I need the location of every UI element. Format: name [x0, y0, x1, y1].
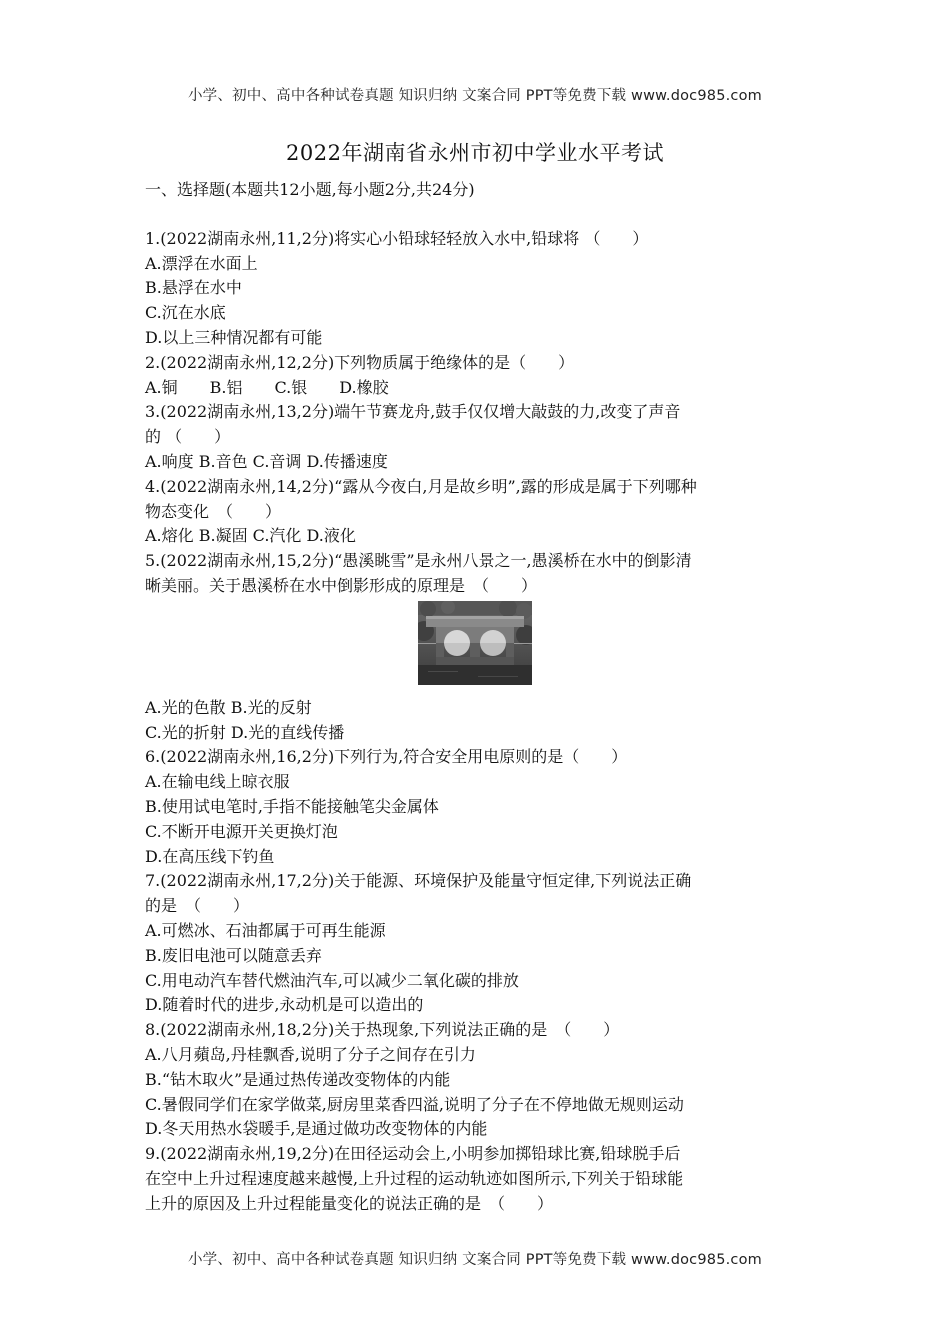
- section-heading: 一、选择题(本题共12小题,每小题2分,共24分): [145, 180, 475, 199]
- option: C.不断开电源开关更换灯泡: [145, 821, 338, 841]
- question-stem: 4.(2022湖南永州,14,2分)“露从今夜白,月是故乡明”,露的形成是属于下列哪种: [145, 476, 697, 496]
- question-stem-continued: 的是 （ ）: [145, 896, 250, 916]
- option: D.在高压线下钓鱼: [145, 846, 275, 866]
- figure-container: [145, 601, 810, 686]
- option: B.废旧电池可以随意丢弃: [145, 945, 322, 965]
- question-stem: 7.(2022湖南永州,17,2分)关于能源、环境保护及能量守恒定律,下列说法正确: [145, 871, 692, 891]
- option: A.熔化 B.凝固 C.汽化 D.液化: [145, 526, 356, 546]
- question-stem: 1.(2022湖南永州,11,2分)将实心小铅球轻轻放入水中,铅球将 （ ）: [145, 228, 649, 248]
- question-stem: 6.(2022湖南永州,16,2分)下列行为,符合安全用电原则的是（ ）: [145, 747, 628, 767]
- exam-body: [145, 178, 810, 1216]
- option: D.随着时代的进步,永动机是可以造出的: [145, 995, 424, 1015]
- question-7: [145, 869, 810, 1018]
- option: C.光的折射 D.光的直线传播: [145, 722, 345, 742]
- question-stem: 5.(2022湖南永州,15,2分)“愚溪眺雪”是永州八景之一,愚溪桥在水中的倒影清: [145, 551, 692, 571]
- option: A.可燃冰、石油都属于可再生能源: [145, 920, 386, 940]
- question-1: [145, 227, 810, 351]
- question-stem: 3.(2022湖南永州,13,2分)端午节赛龙舟,鼓手仅仅增大敲鼓的力,改变了声音: [145, 402, 681, 422]
- option: C.暑假同学们在家学做菜,厨房里菜香四溢,说明了分子在不停地做无规则运动: [145, 1094, 684, 1114]
- question-3: [145, 400, 810, 474]
- question-stem-continued: 在空中上升过程速度越来越慢,上升过程的运动轨迹如图所示,下列关于铅球能: [145, 1168, 684, 1188]
- bridge-reflection-illustration: [418, 601, 532, 685]
- bridge-reflection-photo: [418, 601, 532, 685]
- question-stem-continued: 上升的原因及上升过程能量变化的说法正确的是 （ ）: [145, 1193, 554, 1213]
- question-9: [145, 1142, 810, 1216]
- question-8: [145, 1018, 810, 1142]
- option: B.使用试电笔时,手指不能接触笔尖金属体: [145, 796, 439, 816]
- option: A.响度 B.音色 C.音调 D.传播速度: [145, 451, 388, 471]
- exam-title: 2022年湖南省永州市初中学业水平考试: [286, 141, 664, 165]
- question-stem-continued: 的 （ ）: [145, 427, 231, 447]
- option: B.“钻木取火”是通过热传递改变物体的内能: [145, 1069, 451, 1089]
- option: D.冬天用热水袋暖手,是通过做功改变物体的内能: [145, 1119, 488, 1139]
- question-stem-continued: 晰美丽。关于愚溪桥在水中倒影形成的原理是 （ ）: [145, 575, 538, 595]
- option: B.悬浮在水中: [145, 278, 242, 298]
- question-5: [145, 549, 810, 745]
- option: D.以上三种情况都有可能: [145, 327, 323, 347]
- question-stem: 2.(2022湖南永州,12,2分)下列物质属于绝缘体的是（ ）: [145, 352, 575, 372]
- option: A.漂浮在水面上: [145, 253, 258, 273]
- option: A.铜 B.铝 C.银 D.橡胶: [145, 377, 389, 397]
- question-stem-continued: 物态变化 （ ）: [145, 501, 282, 521]
- question-2: [145, 351, 810, 401]
- page-header: 小学、初中、高中各种试卷真题 知识归纳 文案合同 PPT等免费下载 www.doc985.com: [187, 88, 763, 104]
- option: A.八月蘋岛,丹桂飘香,说明了分子之间存在引力: [145, 1044, 476, 1064]
- option: A.光的色散 B.光的反射: [145, 697, 312, 717]
- page-footer: 小学、初中、高中各种试卷真题 知识归纳 文案合同 PPT等免费下载 www.doc985.com: [187, 1252, 763, 1268]
- option: A.在输电线上晾衣服: [145, 772, 290, 792]
- question-stem: 8.(2022湖南永州,18,2分)关于热现象,下列说法正确的是 （ ）: [145, 1020, 620, 1040]
- option: C.沉在水底: [145, 303, 226, 323]
- option: C.用电动汽车替代燃油汽车,可以减少二氧化碳的排放: [145, 970, 519, 990]
- question-6: [145, 745, 810, 869]
- question-4: [145, 475, 810, 549]
- question-stem: 9.(2022湖南永州,19,2分)在田径运动会上,小明参加掷铅球比赛,铅球脱手后: [145, 1144, 681, 1164]
